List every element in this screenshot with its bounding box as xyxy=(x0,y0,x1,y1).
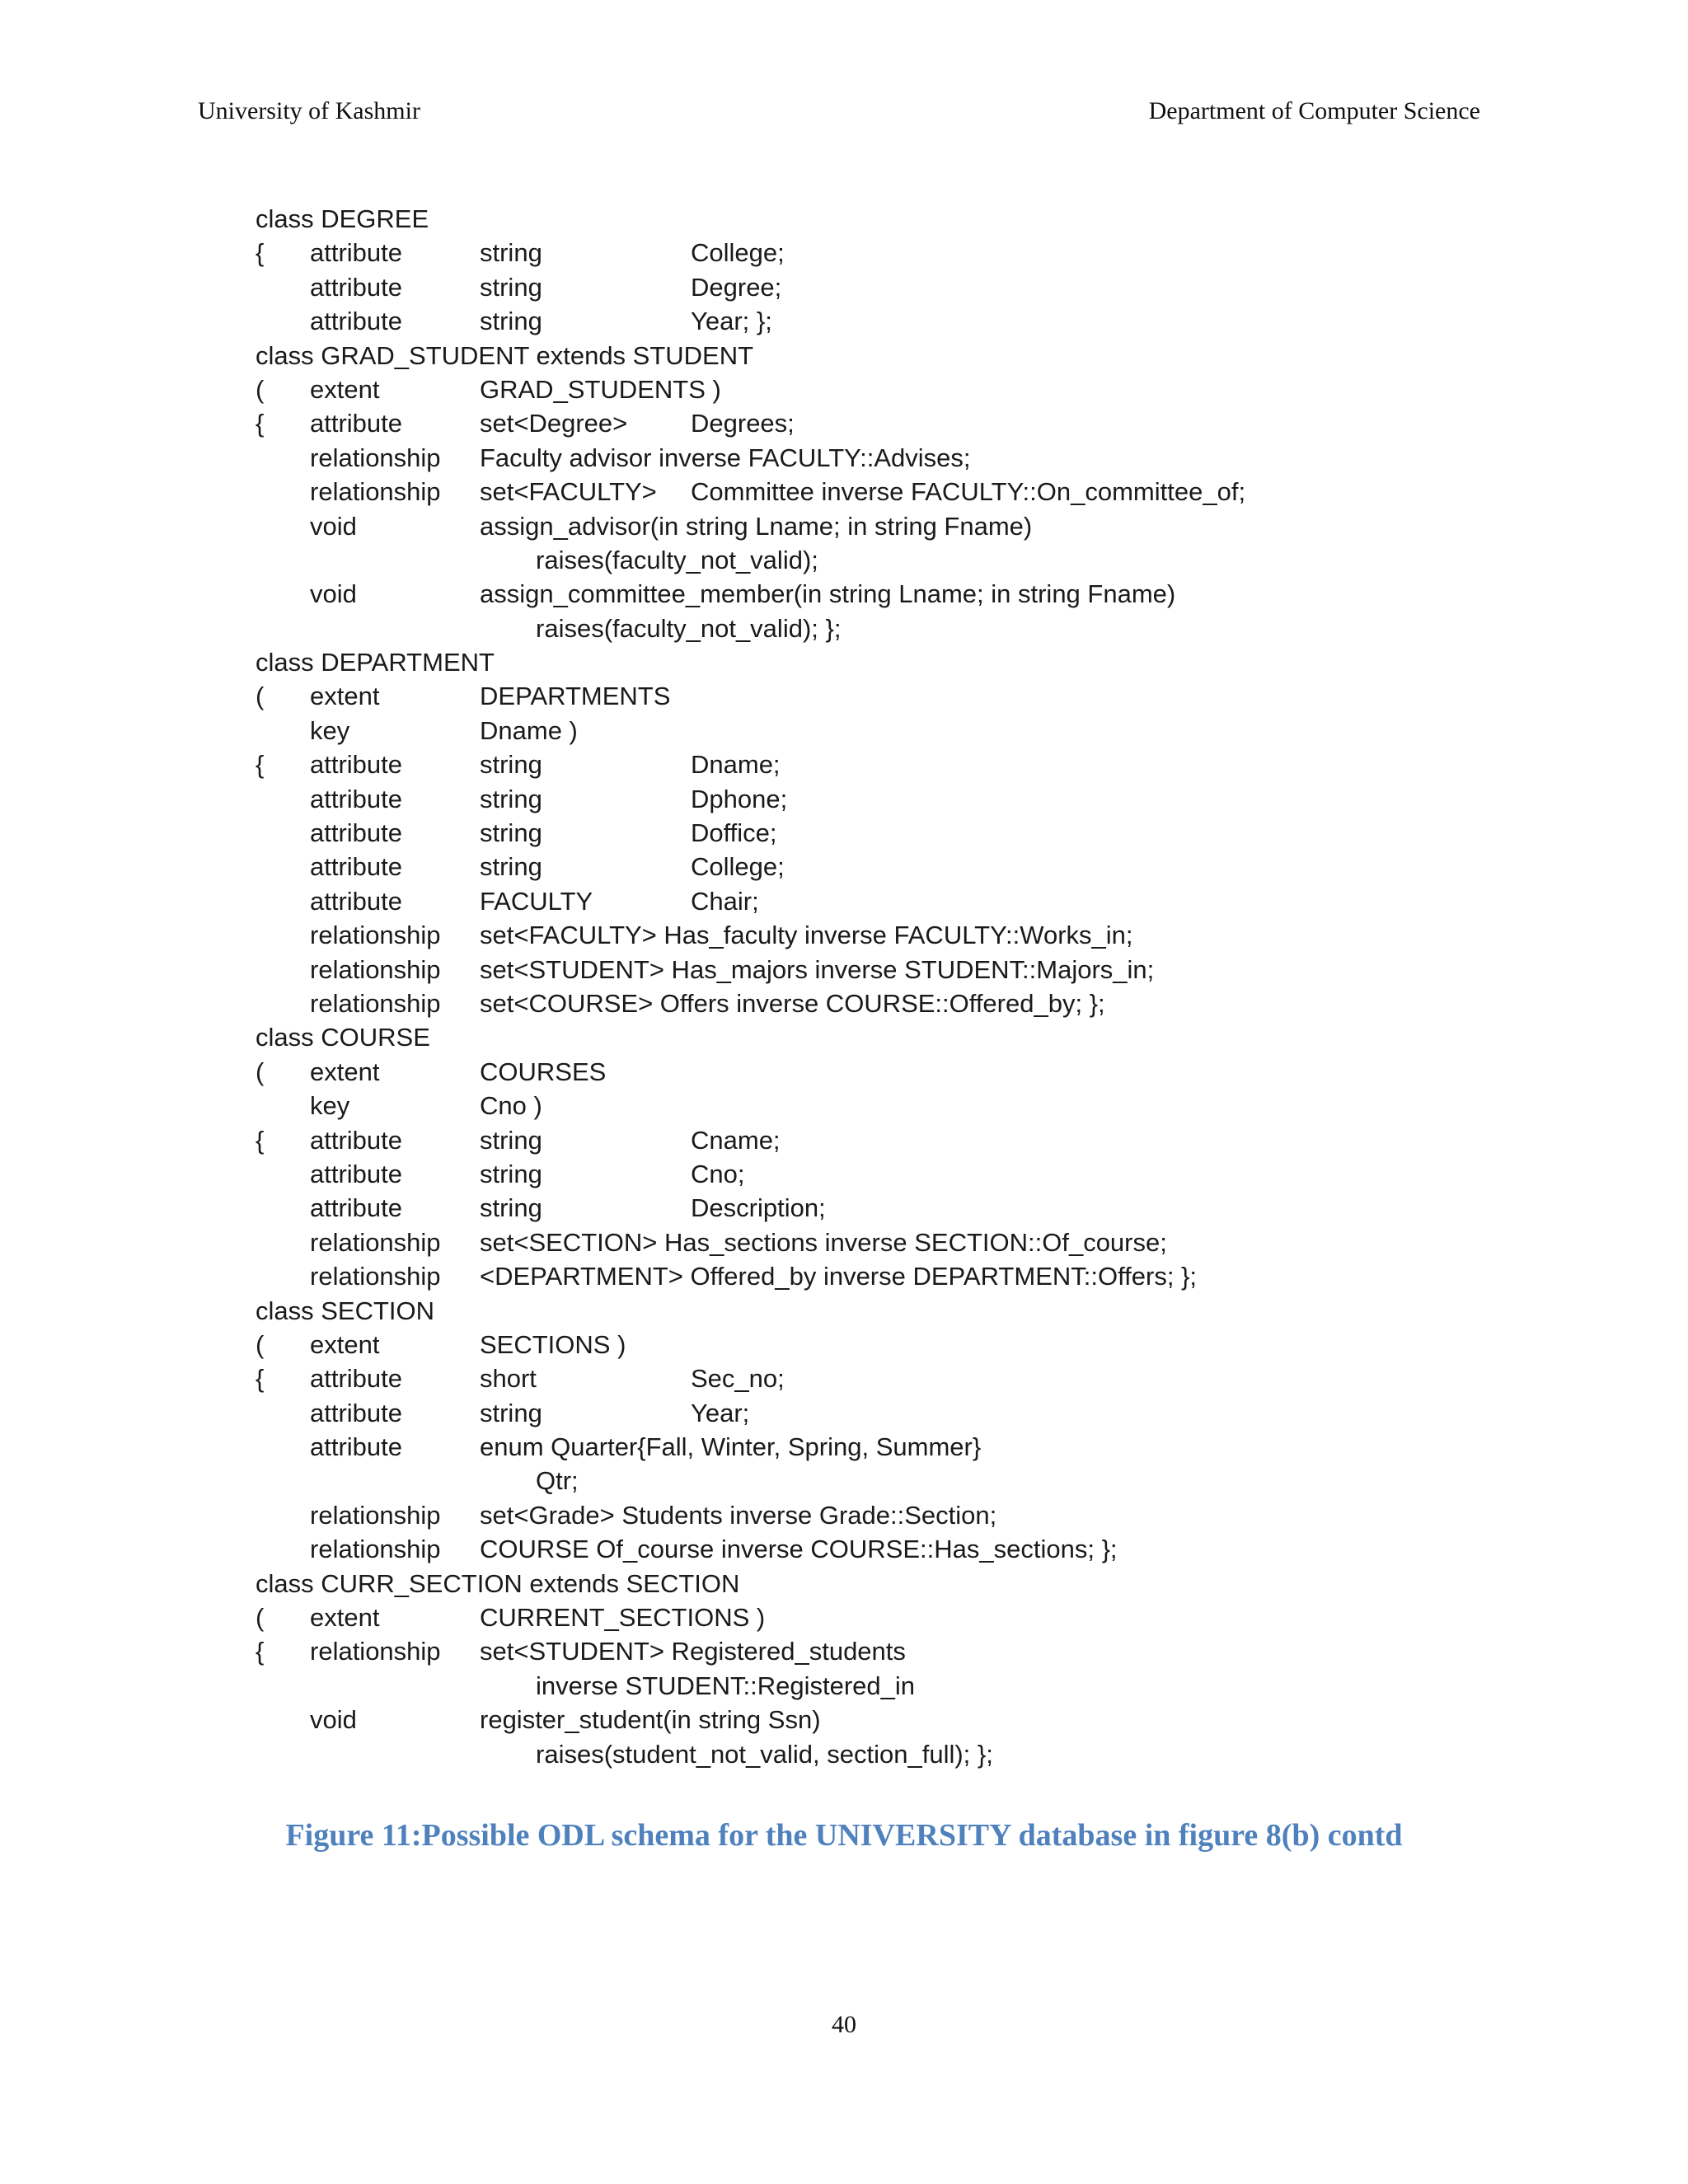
class-header: class DEPARTMENT xyxy=(256,648,495,677)
code-keyword: relationship xyxy=(310,988,441,1018)
code-keyword: attribute xyxy=(310,307,403,336)
code-type: enum Quarter{Fall, Winter, Spring, Summer} xyxy=(480,1432,982,1462)
code-type: set<COURSE> Offers inverse COURSE::Offered_by; }; xyxy=(480,988,1105,1018)
code-bracket: ( xyxy=(256,374,265,404)
code-line xyxy=(256,1259,1409,1293)
code-keyword: key xyxy=(310,1091,350,1121)
class-header: class DEGREE xyxy=(256,204,429,233)
code-keyword: attribute xyxy=(310,409,403,438)
code-line xyxy=(256,373,1409,406)
code-type: DEPARTMENTS xyxy=(480,682,671,711)
code-bracket: { xyxy=(256,1637,265,1666)
code-keyword: void xyxy=(310,579,357,609)
code-keyword: extent xyxy=(310,1603,380,1633)
code-line xyxy=(256,1361,1409,1395)
code-keyword: attribute xyxy=(310,1364,403,1394)
code-line xyxy=(256,816,1409,850)
code-bracket: { xyxy=(256,409,265,438)
code-line xyxy=(256,236,1409,269)
code-type: GRAD_STUDENTS ) xyxy=(480,374,721,404)
code-keyword: relationship xyxy=(310,1500,441,1530)
code-type: set<FACULTY> Has_faculty inverse FACULTY::Works_in; xyxy=(480,921,1133,950)
code-line xyxy=(256,475,1409,509)
code-type: set<STUDENT> Registered_students xyxy=(480,1637,906,1666)
code-line xyxy=(256,612,1409,645)
code-member-name: Year; xyxy=(691,1398,750,1427)
code-keyword: attribute xyxy=(310,784,403,813)
code-bracket: { xyxy=(256,238,265,268)
code-keyword: key xyxy=(310,715,350,745)
code-type: SECTIONS ) xyxy=(480,1329,626,1359)
code-line xyxy=(256,1464,1409,1497)
code-line xyxy=(256,850,1409,883)
code-continuation: raises(faculty_not_valid); }; xyxy=(536,613,842,643)
code-type: FACULTY xyxy=(480,886,593,916)
code-type: string xyxy=(480,852,542,882)
code-type: string xyxy=(480,784,542,813)
code-keyword: void xyxy=(310,511,357,541)
code-member-name: Dname; xyxy=(691,750,781,780)
code-type: set<Grade> Students inverse Grade::Section; xyxy=(480,1500,997,1530)
code-line xyxy=(256,1634,1409,1668)
code-type: Faculty advisor inverse FACULTY::Advises; xyxy=(480,443,971,472)
code-line xyxy=(256,577,1409,611)
code-member-name: Dphone; xyxy=(691,784,788,813)
code-continuation: raises(faculty_not_valid); xyxy=(536,545,818,574)
class-header: class GRAD_STUDENT extends STUDENT xyxy=(256,340,754,370)
code-line xyxy=(256,953,1409,987)
code-type: COURSE Of_course inverse COURSE::Has_sections; }; xyxy=(480,1535,1118,1564)
code-bracket: { xyxy=(256,1125,265,1155)
code-line xyxy=(256,1089,1409,1122)
code-type: Dname ) xyxy=(480,715,578,745)
code-line xyxy=(256,1669,1409,1703)
code-keyword: relationship xyxy=(310,954,441,984)
code-type: string xyxy=(480,272,542,302)
code-type: string xyxy=(480,818,542,848)
code-keyword: extent xyxy=(310,1329,380,1359)
code-member-name: Year; }; xyxy=(691,307,772,336)
code-keyword: attribute xyxy=(310,852,403,882)
code-line xyxy=(256,1157,1409,1191)
code-continuation: raises(student_not_valid, section_full); }; xyxy=(536,1739,993,1769)
code-line xyxy=(256,1396,1409,1430)
code-member-name: Description; xyxy=(691,1193,826,1223)
code-line xyxy=(256,748,1409,781)
code-line xyxy=(256,1703,1409,1736)
code-member-name: Degree; xyxy=(691,272,782,302)
code-line xyxy=(256,679,1409,713)
code-type: string xyxy=(480,307,542,336)
code-keyword: void xyxy=(310,1705,357,1735)
code-member-name: Sec_no; xyxy=(691,1364,785,1394)
code-line xyxy=(256,782,1409,816)
code-line xyxy=(256,543,1409,577)
code-continuation: inverse STUDENT::Registered_in xyxy=(536,1671,916,1700)
code-member-name: College; xyxy=(691,238,785,268)
code-keyword: attribute xyxy=(310,1125,403,1155)
code-line xyxy=(256,1498,1409,1532)
code-line xyxy=(256,1055,1409,1089)
code-keyword: relationship xyxy=(310,921,441,950)
code-line xyxy=(256,645,1409,679)
code-keyword: relationship xyxy=(310,443,441,472)
code-line xyxy=(256,509,1409,543)
code-keyword: attribute xyxy=(310,818,403,848)
code-keyword: relationship xyxy=(310,1262,441,1291)
code-keyword: attribute xyxy=(310,886,403,916)
code-keyword: attribute xyxy=(310,1398,403,1427)
code-type: set<Degree> xyxy=(480,409,628,438)
code-keyword: attribute xyxy=(310,750,403,780)
code-type: set<STUDENT> Has_majors inverse STUDENT::Majors_in; xyxy=(480,954,1155,984)
code-type: assign_advisor(in string Lname; in string Fname) xyxy=(480,511,1033,541)
header-department: Department of Computer Science xyxy=(1148,97,1480,124)
code-type: string xyxy=(480,1398,542,1427)
page-number: 40 xyxy=(832,2011,856,2038)
code-type: CURRENT_SECTIONS ) xyxy=(480,1603,766,1633)
code-member-name: Committee inverse FACULTY::On_committee_of; xyxy=(691,477,1246,507)
code-member-name: Cname; xyxy=(691,1125,781,1155)
code-keyword: relationship xyxy=(310,477,441,507)
code-bracket: ( xyxy=(256,682,265,711)
code-line xyxy=(256,406,1409,440)
code-line xyxy=(256,339,1409,373)
code-line xyxy=(256,1294,1409,1328)
code-type: string xyxy=(480,1193,542,1223)
code-type: <DEPARTMENT> Offered_by inverse DEPARTMENT::Offers; }; xyxy=(480,1262,1198,1291)
code-line xyxy=(256,1020,1409,1054)
code-member-name: Doffice; xyxy=(691,818,777,848)
code-keyword: relationship xyxy=(310,1535,441,1564)
code-member-name: Chair; xyxy=(691,886,759,916)
figure-caption: Figure 11:Possible ODL schema for the UNIVERSITY database in figure 8(b) contd xyxy=(285,1818,1403,1853)
code-keyword: extent xyxy=(310,1057,380,1086)
code-line xyxy=(256,1226,1409,1259)
code-type: short xyxy=(480,1364,537,1394)
code-line xyxy=(256,441,1409,475)
code-type: string xyxy=(480,238,542,268)
code-line xyxy=(256,1601,1409,1634)
header-university: University of Kashmir xyxy=(198,97,420,124)
code-line xyxy=(256,987,1409,1020)
code-line xyxy=(256,304,1409,338)
code-line xyxy=(256,714,1409,748)
code-keyword: attribute xyxy=(310,272,403,302)
code-type: assign_committee_member(in string Lname; in string Fname) xyxy=(480,579,1176,609)
class-header: class SECTION xyxy=(256,1296,435,1325)
code-keyword: extent xyxy=(310,374,380,404)
code-member-name: College; xyxy=(691,852,785,882)
code-member-name: Degrees; xyxy=(691,409,795,438)
code-bracket: ( xyxy=(256,1329,265,1359)
code-keyword: attribute xyxy=(310,1193,403,1223)
code-type: string xyxy=(480,1125,542,1155)
code-keyword: attribute xyxy=(310,1432,403,1462)
code-line xyxy=(256,918,1409,952)
code-line xyxy=(256,1532,1409,1566)
code-keyword: extent xyxy=(310,682,380,711)
code-member-name: Cno; xyxy=(691,1159,745,1188)
class-header: class CURR_SECTION extends SECTION xyxy=(256,1568,740,1598)
code-line xyxy=(256,1567,1409,1601)
code-type: string xyxy=(480,750,542,780)
code-line xyxy=(256,1328,1409,1361)
odl-schema-code xyxy=(256,202,1409,1771)
code-line xyxy=(256,1123,1409,1157)
class-header: class COURSE xyxy=(256,1023,430,1052)
code-bracket: ( xyxy=(256,1603,265,1633)
code-line xyxy=(256,1191,1409,1225)
code-type: set<SECTION> Has_sections inverse SECTION::Of_course; xyxy=(480,1227,1167,1257)
code-type: register_student(in string Ssn) xyxy=(480,1705,821,1735)
code-keyword: attribute xyxy=(310,238,403,268)
code-line xyxy=(256,884,1409,918)
code-line xyxy=(256,1737,1409,1771)
code-type: Cno ) xyxy=(480,1091,542,1121)
code-line xyxy=(256,270,1409,304)
code-bracket: ( xyxy=(256,1057,265,1086)
code-line xyxy=(256,1430,1409,1464)
code-line xyxy=(256,202,1409,236)
code-keyword: relationship xyxy=(310,1637,441,1666)
code-keyword: relationship xyxy=(310,1227,441,1257)
code-continuation: Qtr; xyxy=(536,1466,579,1496)
code-type: string xyxy=(480,1159,542,1188)
code-type: COURSES xyxy=(480,1057,607,1086)
code-type: set<FACULTY> xyxy=(480,477,657,507)
code-keyword: attribute xyxy=(310,1159,403,1188)
code-bracket: { xyxy=(256,750,265,780)
code-bracket: { xyxy=(256,1364,265,1394)
